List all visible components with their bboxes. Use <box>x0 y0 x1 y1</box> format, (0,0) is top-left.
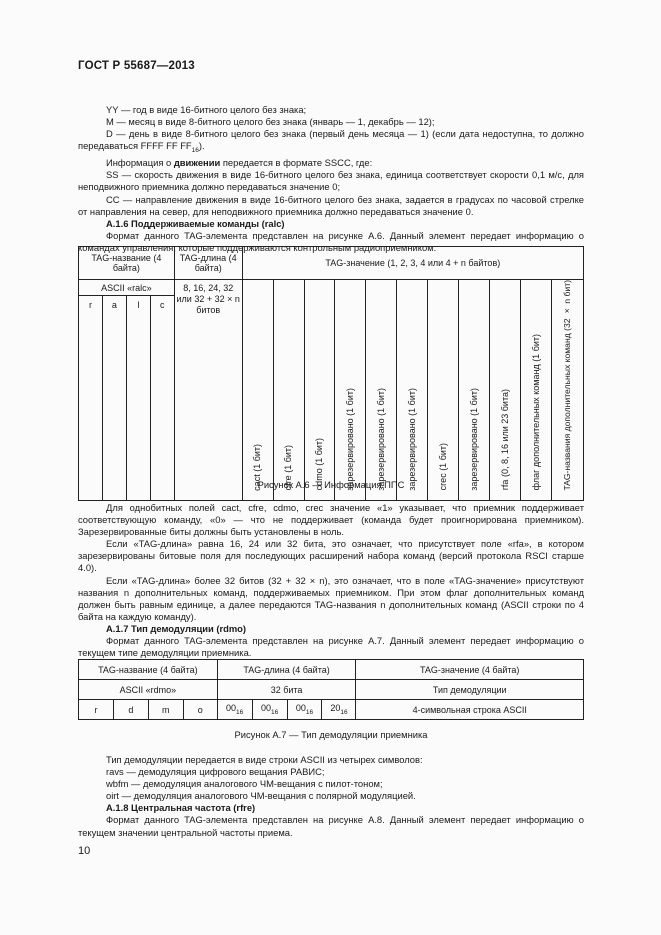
value-detail: 4-символьная строка ASCII <box>356 700 584 720</box>
section-heading-a16: А.1.6 Поддерживаемые команды (ralc) <box>106 217 285 229</box>
field-cell: cdmo (1 бит) <box>304 280 335 501</box>
tag-value-header: TAG-значение (4 байта) <box>356 660 584 680</box>
byte-cell: $00_{16}$ <box>287 700 322 720</box>
ss-item: SS — скорость движения в виде 16-битного целого без знака, единица соответствует скорости 0,1 м/с, для неподвижного приемника должно передаваться значение 0; <box>78 169 584 193</box>
page-header: ГОСТ Р 55687—2013 <box>78 60 195 72</box>
tag-length-header: TAG-длина (4 байта) <box>174 247 242 280</box>
letter-cell: a <box>102 296 126 501</box>
text-block-2 <box>78 502 584 659</box>
paragraph: Если «TAG-длина» более 32 битов (32 + 32 × n), это означает, что в поле «TAG-значение» присутствуют названия n дополнительных команд, поддерживаемых приемником. При этом флаг дополнительных команд должен быть равным единице, а далее передаются TAG-названия n дополнительных команд (ASCII строки по 4 байта на каждую команду). <box>78 574 584 622</box>
letter-cell: r <box>79 700 114 720</box>
tag-length-value: 8, 16, 24, 32 или 32 + 32 × n битов <box>174 280 242 501</box>
page-number: 10 <box>78 845 91 857</box>
field-cell: rfa (0, 8, 16 или 23 бита) <box>490 280 521 501</box>
field-cell: cact (1 бит) <box>242 280 273 501</box>
figure-caption-a7: Рисунок А.7 — Тип демодуляции приемника <box>234 729 428 740</box>
figure-caption-a6: Рисунок А.6 — Информация ППС <box>257 479 405 490</box>
yy-item: YY — год в виде 16-битного целого без знака; <box>106 104 307 115</box>
letter-cell: r <box>79 296 103 501</box>
text-block-1 <box>78 104 584 254</box>
format-a16: Формат данного TAG-элемента представлен на рисунке А.6. Данный элемент передает информацию о командах управления, которые поддерживаются контрольным радиоприемником. <box>78 229 584 253</box>
paragraph: Для однобитных полей cact, cfre, cdmo, crec значение «1» указывает, что приемник поддерживает соответствующую команду, «0» — что не поддерживает (команда будет проигнорирована приемником). Зарезервированные биты должны быть установлены в ноль. <box>78 502 584 538</box>
paragraph: Тип демодуляции передается в виде строки ASCII из четырех символов: <box>106 754 423 765</box>
wbfm-item: wbfm — демодуляция аналогового ЧМ-вещания с пилот-тоном; <box>106 778 383 790</box>
field-cell: TAG-названия дополнительных команд (32 × n бит) <box>552 280 584 501</box>
tag-value-header: TAG-значение (1, 2, 3, 4 или 4 + n байтов) <box>242 247 583 280</box>
ravs-item: ravs — демодуляция цифрового вещания РАВИС; <box>106 766 325 778</box>
byte-cell: $00_{16}$ <box>252 700 287 720</box>
field-cell: crec (1 бит) <box>428 280 459 501</box>
ascii-ralc: ASCII «ralc» <box>79 280 175 296</box>
tag-length-header: TAG-длина (4 байта) <box>217 660 356 680</box>
section-heading-a18: А.1.8 Центральная частота (rfre) <box>106 802 256 814</box>
byte-cell: $00_{16}$ <box>217 700 252 720</box>
field-cell: зарезервировано (1 бит) <box>459 280 490 501</box>
field-cell: зарезервировано (1 бит) <box>397 280 428 501</box>
oirt-item: oirt — демодуляция аналогового ЧМ-вещания с полярной модуляцией. <box>106 790 416 802</box>
field-cell: зарезервировано (1 бит) <box>335 280 366 501</box>
motion-info: Информация о движении передается в формате SSCC, где: <box>106 157 373 169</box>
rdmo-table <box>78 659 584 720</box>
letter-cell: m <box>148 700 183 720</box>
letter-cell: d <box>113 700 148 720</box>
mm-item: M — месяц в виде 8-битного целого без знака (январь — 1, декабрь — 12); <box>106 116 435 128</box>
paragraph: Если «TAG-длина» равна 16, 24 или 32 бита, это означает, что присутствует поле «rfa», в котором зарезервированы битовые поля для последующих расширений набора команд (версий протокола RSCI старше 4.0). <box>78 538 584 574</box>
length-value: 32 бита <box>217 680 356 700</box>
format-a17: Формат данного TAG-элемента представлен на рисунке А.7. Данный элемент передает информацию о текущем типе демодуляции приемника. <box>78 635 584 659</box>
letter-cell: l <box>126 296 150 501</box>
value-description: Тип демодуляции <box>356 680 584 700</box>
byte-cell: $20_{16}$ <box>322 700 356 720</box>
dd-item: D — день в виде 8-битного целого без знака (первый день месяца — 1) (если дата недоступна, то должно передаваться FFFF FF $FF_{16}$). <box>78 128 584 155</box>
section-heading-a17: А.1.7 Тип демодуляции (rdmo) <box>106 622 247 634</box>
field-cell: флаг дополнительных команд (1 бит) <box>521 280 552 501</box>
text-block-3 <box>78 754 584 839</box>
format-a18: Формат данного TAG-элемента представлен на рисунке А.8. Данный элемент передает информацию о текущем значении центральной частоты приема. <box>78 814 584 838</box>
field-cell: cfre (1 бит) <box>273 280 304 501</box>
cc-item: CC — направление движения в виде 16-битного целого без знака, задается в градусах по часовой стрелке от направления на север, для неподвижного приемника должно передаваться значение 0. <box>78 193 584 217</box>
letter-cell: c <box>150 296 174 501</box>
tag-name-header: TAG-название (4 байта) <box>79 660 218 680</box>
ralc-table <box>78 246 584 501</box>
letter-cell: o <box>183 700 217 720</box>
ascii-rdmo: ASCII «rdmo» <box>79 680 218 700</box>
tag-name-header: TAG-название (4 байта) <box>79 247 175 280</box>
field-cell: зарезервировано (1 бит) <box>366 280 397 501</box>
